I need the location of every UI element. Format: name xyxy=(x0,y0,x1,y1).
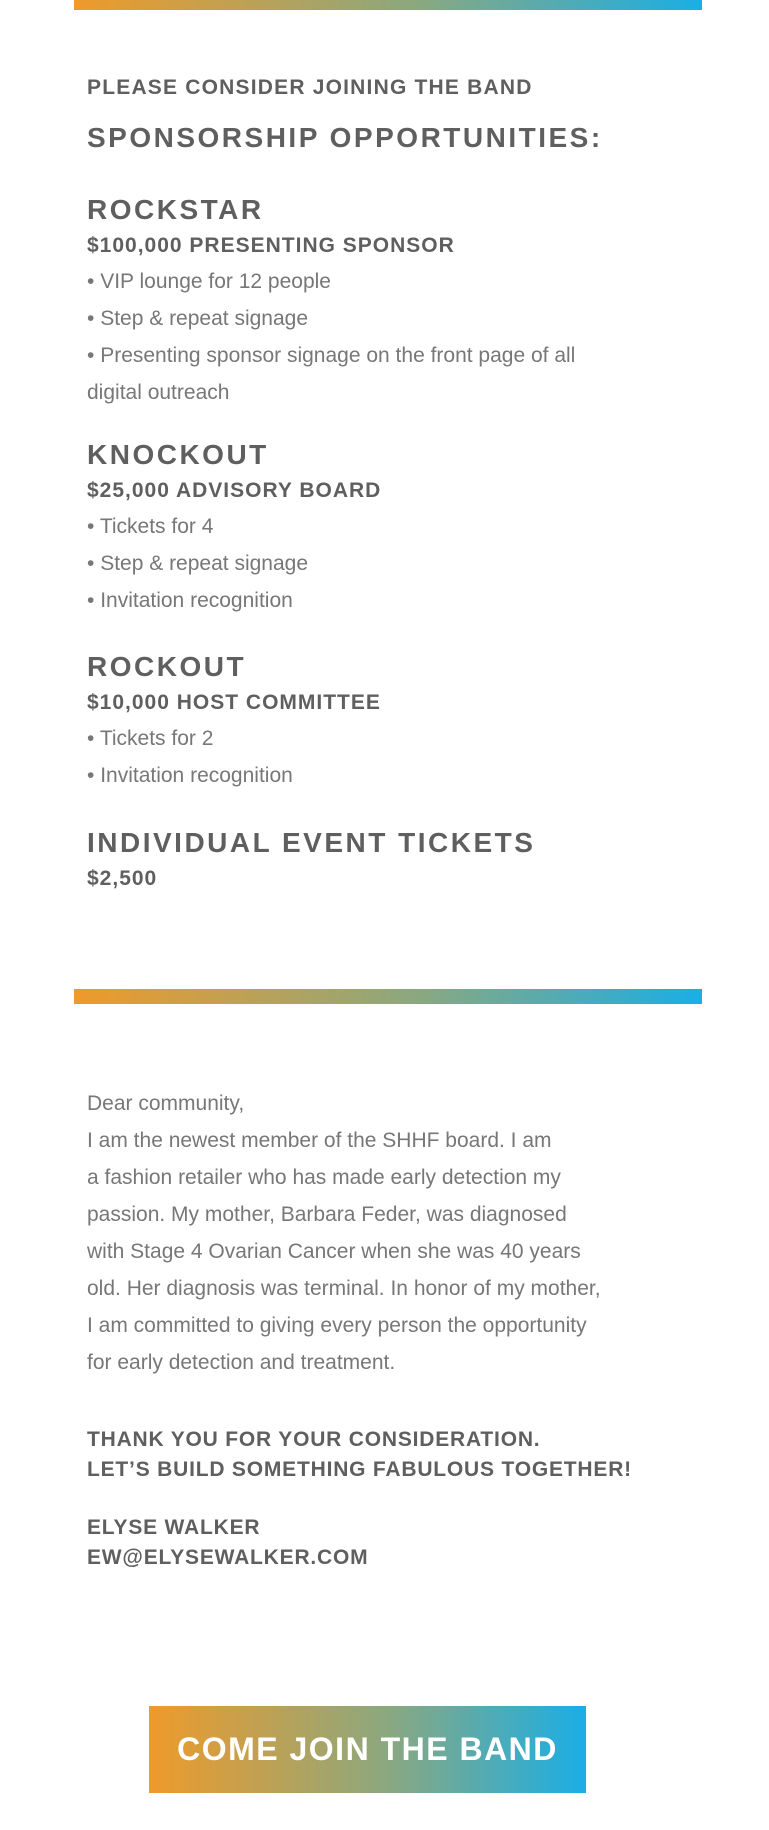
tier-knockout xyxy=(87,438,707,619)
benefit-item: • Step & repeat signage xyxy=(87,545,707,582)
benefit-item: • Invitation recognition xyxy=(87,582,707,619)
letter-body xyxy=(87,1085,707,1381)
tier-title: ROCKOUT xyxy=(87,651,247,682)
thank-you-line: THANK YOU FOR YOUR CONSIDERATION. xyxy=(87,1428,541,1451)
sponsorship-intro xyxy=(87,76,707,154)
letter-line: with Stage 4 Ovarian Cancer when she was 40 years xyxy=(87,1240,581,1263)
tier-title: INDIVIDUAL EVENT TICKETS xyxy=(87,827,536,858)
signature-block xyxy=(87,1513,707,1573)
benefit-item: • VIP lounge for 12 people xyxy=(87,263,707,300)
letter-line: I am committed to giving every person the opportunity xyxy=(87,1314,587,1337)
letter-line: I am the newest member of the SHHF board. I am xyxy=(87,1129,552,1152)
tier-title: KNOCKOUT xyxy=(87,439,269,470)
middle-gradient-divider xyxy=(74,989,702,1004)
tier-rockout xyxy=(87,650,707,794)
tier-benefits-list xyxy=(87,720,707,794)
letter-line: old. Her diagnosis was terminal. In honor of my mother, xyxy=(87,1277,601,1300)
tier-benefits-list xyxy=(87,508,707,619)
tier-price: $100,000 PRESENTING SPONSOR xyxy=(87,234,455,257)
sponsorship-heading: SPONSORSHIP OPPORTUNITIES: xyxy=(87,122,603,153)
tier-title: ROCKSTAR xyxy=(87,194,264,225)
letter-line: for early detection and treatment. xyxy=(87,1351,396,1374)
signature-name: ELYSE WALKER xyxy=(87,1516,261,1539)
letter-line: passion. My mother, Barbara Feder, was diagnosed xyxy=(87,1203,567,1226)
tier-price: $10,000 HOST COMMITTEE xyxy=(87,691,381,714)
benefit-item: • Step & repeat signage xyxy=(87,300,707,337)
benefit-item: • Tickets for 4 xyxy=(87,508,707,545)
tier-price: $2,500 xyxy=(87,867,158,890)
signature-email[interactable]: EW@ELYSEWALKER.COM xyxy=(87,1546,369,1569)
benefit-item: • Presenting sponsor signage on the front page of all xyxy=(87,337,707,374)
tier-individual-tickets xyxy=(87,826,707,894)
letter-line: a fashion retailer who has made early detection my xyxy=(87,1166,561,1189)
intro-kicker: PLEASE CONSIDER JOINING THE BAND xyxy=(87,76,533,99)
build-together-line: LET’S BUILD SOMETHING FABULOUS TOGETHER! xyxy=(87,1458,632,1481)
benefit-item: • Invitation recognition xyxy=(87,757,707,794)
top-gradient-divider xyxy=(74,0,702,10)
tier-benefits-list xyxy=(87,263,707,411)
thank-you-block xyxy=(87,1425,707,1485)
benefit-item-continued: digital outreach xyxy=(87,381,230,404)
letter-greeting: Dear community, xyxy=(87,1092,245,1115)
tier-rockstar xyxy=(87,193,707,411)
benefit-item: • Tickets for 2 xyxy=(87,720,707,757)
tier-price: $25,000 ADVISORY BOARD xyxy=(87,479,382,502)
come-join-the-band-button[interactable]: COME JOIN THE BAND xyxy=(149,1706,586,1793)
